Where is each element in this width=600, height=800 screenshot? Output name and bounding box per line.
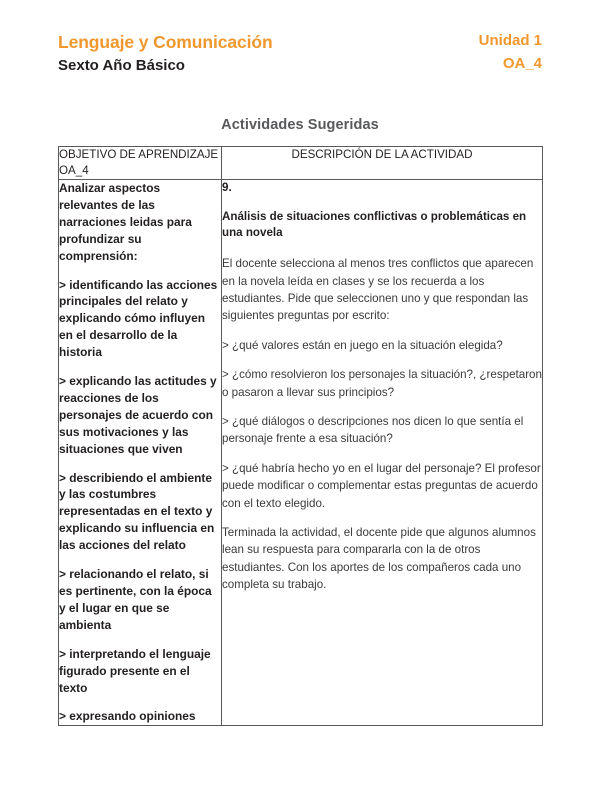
objective-paragraph: Analizar aspectos relevantes de las narraciones leidas para profundizar su comprensión: bbox=[59, 180, 192, 263]
table-header-row bbox=[59, 147, 543, 180]
learning-objective-code: OA_4 bbox=[502, 54, 542, 72]
activity-paragraph: > ¿qué habría hecho yo en el lugar del personaje? El profesor puede modificar o complementar estas preguntas de acuerdo con el texto elegido. bbox=[222, 461, 541, 510]
header-cell-objective bbox=[59, 147, 222, 180]
objective-paragraph: > identificando las acciones principales del relato y explicando cómo influyen en el desarrollo de la historia bbox=[59, 277, 218, 360]
activity-paragraph: Terminada la actividad, el docente pide que algunos alumnos lean su respuesta para compararla con la de otros estudiantes. Con los aportes de los compañeros cada uno completa su trabajo. bbox=[222, 525, 536, 592]
activity-paragraph: El docente selecciona al menos tres conflictos que aparecen en la novela leída en clases y se los recuerda a los estudiantes. Pide que seleccionen uno y que respondan las siguientes preguntas por escrito: bbox=[222, 257, 534, 323]
table-content-row bbox=[59, 179, 543, 725]
activity-paragraph: > ¿qué valores están en juego en la situación elegida? bbox=[222, 338, 503, 352]
header-cell-description bbox=[222, 147, 543, 180]
activity-paragraph: > ¿cómo resolvieron los personajes la situación?, ¿respetaron o pasaron a llevar sus principios? bbox=[222, 368, 542, 399]
objective-paragraph-list bbox=[59, 180, 221, 725]
unit-label: Unidad 1 bbox=[478, 32, 542, 49]
subject-title: Lenguaje y Comunicación bbox=[58, 32, 273, 52]
grade-level-title: Sexto Año Básico bbox=[58, 56, 185, 74]
activity-paragraph-list bbox=[222, 255, 542, 593]
document-header bbox=[58, 32, 542, 75]
objective-paragraph: > expresando opiniones bbox=[59, 709, 196, 724]
suggested-activities-table bbox=[58, 146, 543, 726]
activity-number: 9. bbox=[222, 180, 232, 194]
objective-paragraph: > explicando las actitudes y reacciones de los personajes de acuerdo con sus motivaciones y las situaciones que viven bbox=[59, 374, 217, 456]
objective-paragraph: > relacionando el relato, si es pertinente, con la época y el lugar en que se ambienta bbox=[59, 567, 212, 632]
activity-paragraph: > ¿qué diálogos o descripciones nos dicen lo que sentía el personaje frente a esa situación? bbox=[222, 414, 524, 446]
page-title: Actividades Sugeridas bbox=[221, 117, 379, 133]
objective-column-header: OBJETIVO DE APRENDIZAJE OA_4 bbox=[59, 148, 219, 177]
header-left-group bbox=[58, 32, 273, 75]
activity-subtitle: Análisis de situaciones conflictivas o problemáticas en una novela bbox=[222, 209, 527, 240]
description-column-header: DESCRIPCIÓN DE LA ACTIVIDAD bbox=[291, 148, 473, 161]
objective-paragraph: > describiendo el ambiente y las costumbres representadas en el texto y explicando su influencia en las acciones del relato bbox=[59, 470, 215, 553]
objective-paragraph: > interpretando el lenguaje figurado presente en el texto bbox=[59, 646, 211, 695]
objective-cell bbox=[59, 179, 222, 725]
header-right-group bbox=[479, 32, 542, 73]
description-cell bbox=[222, 179, 543, 725]
